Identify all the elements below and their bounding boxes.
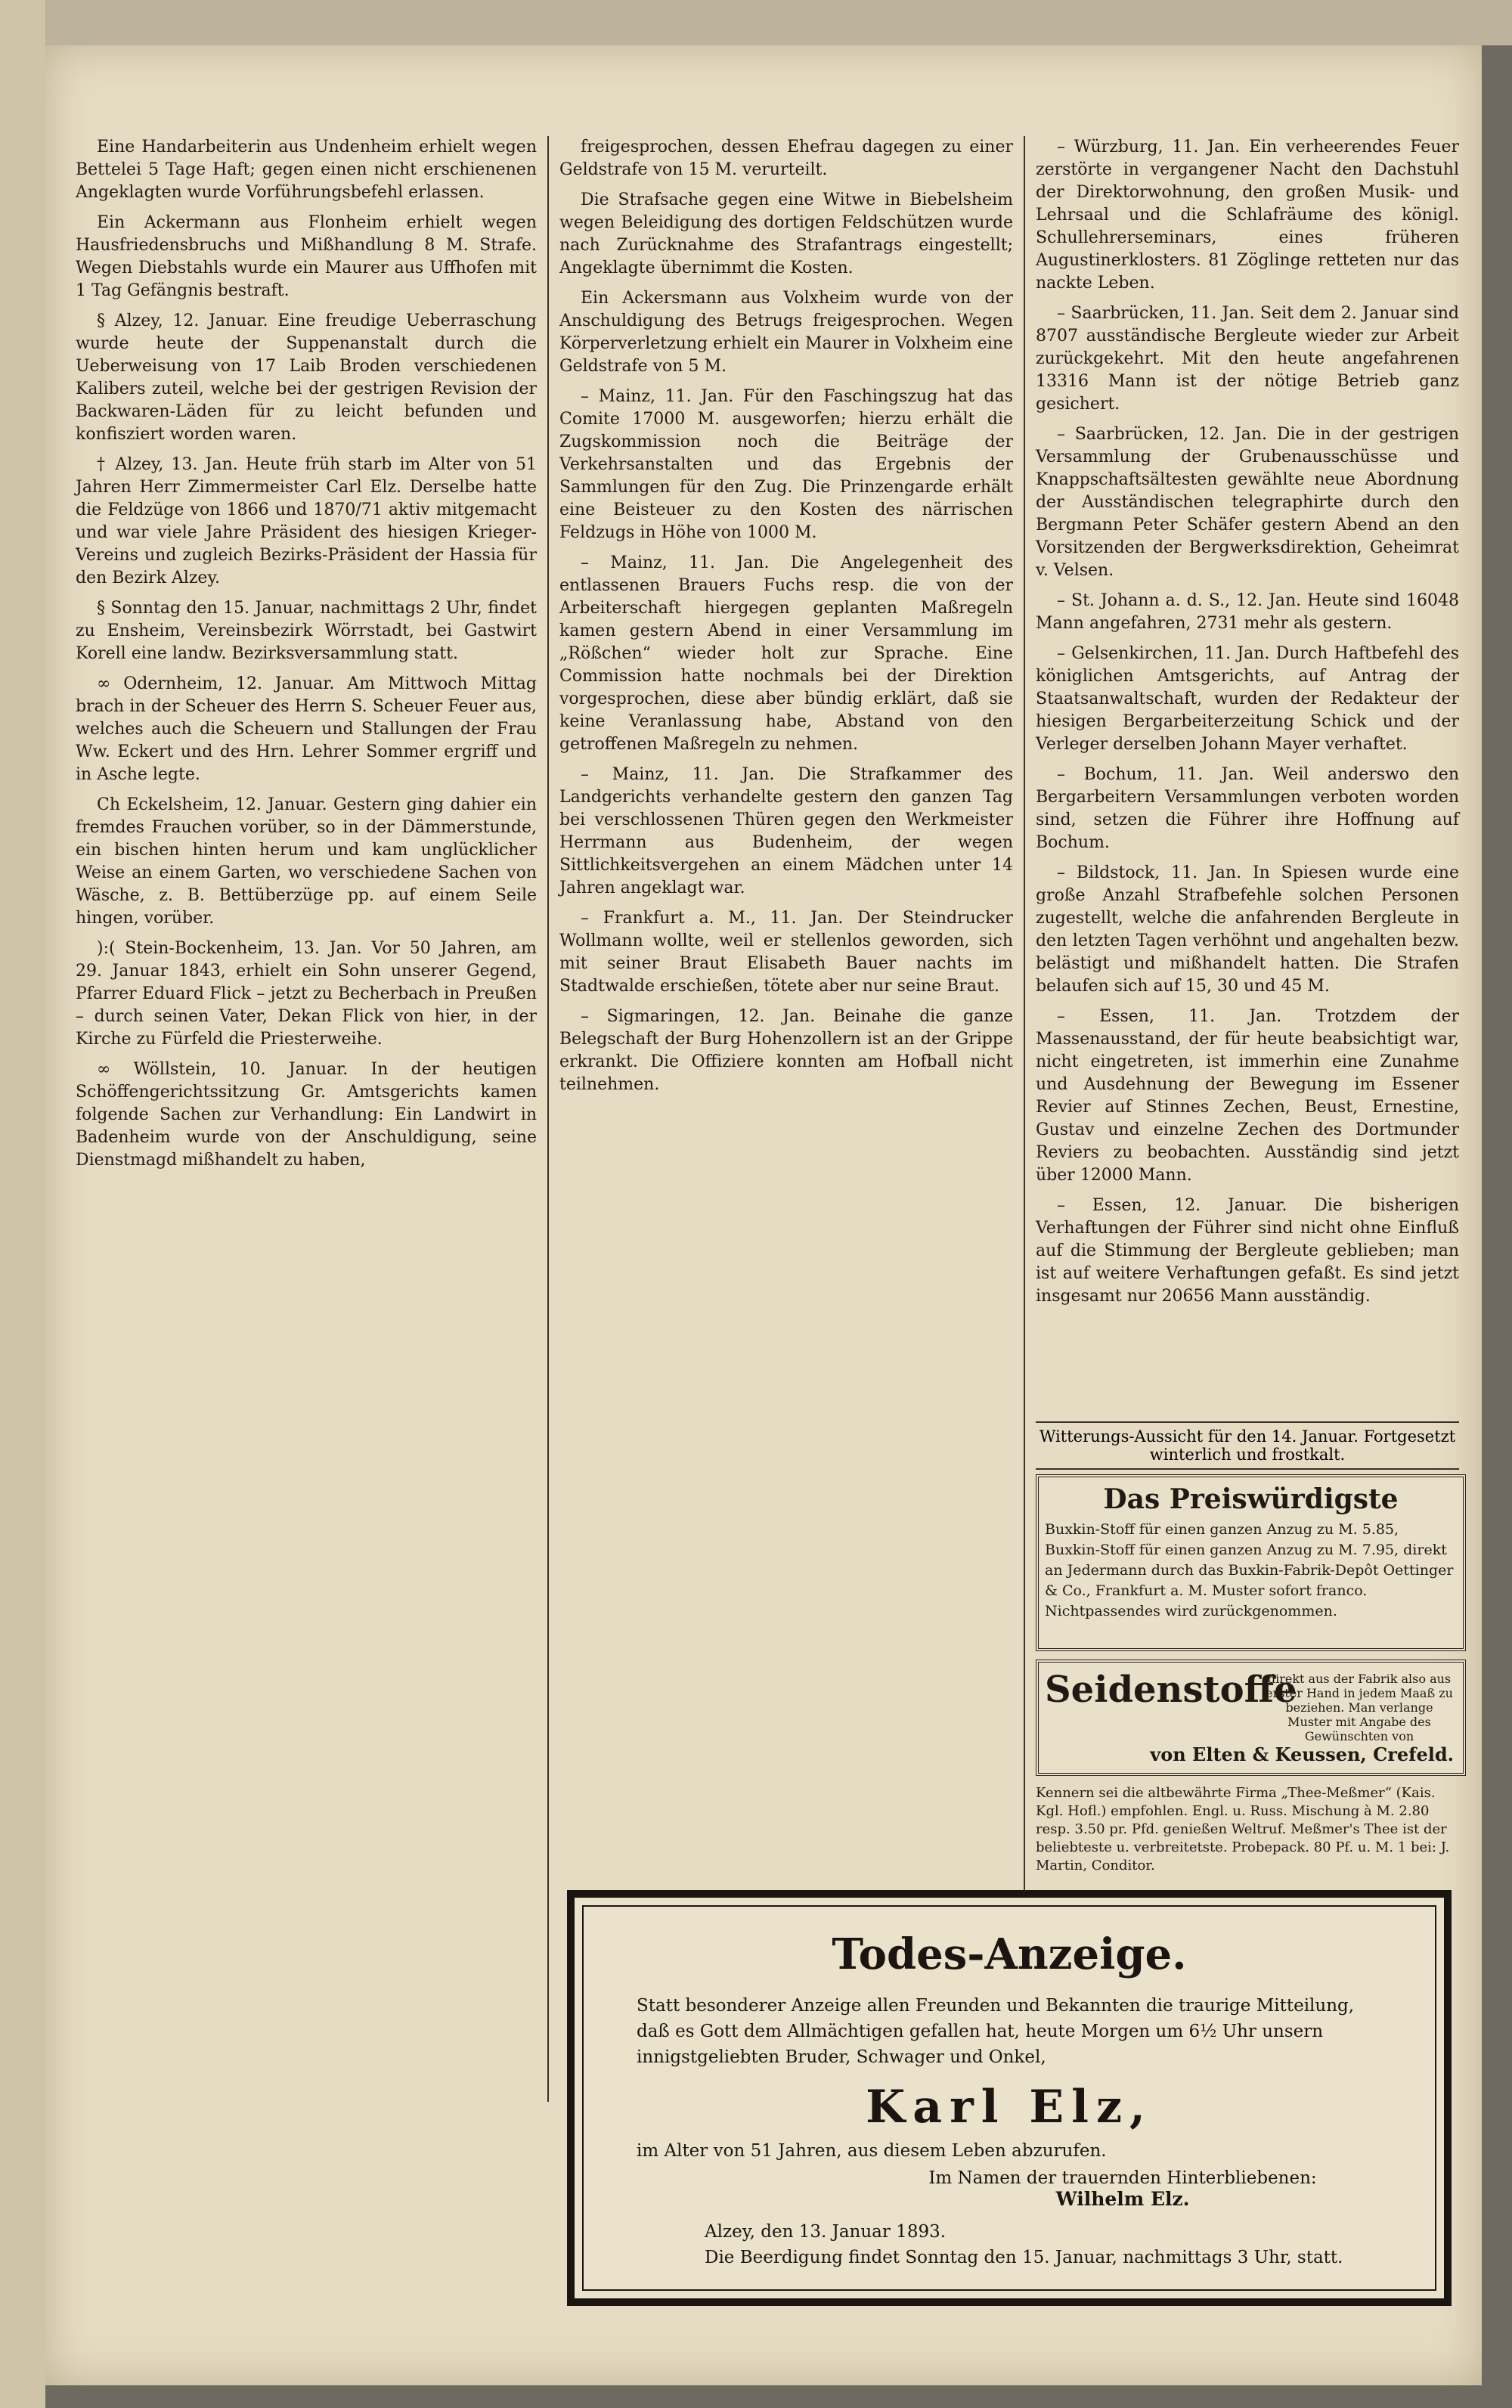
- ad-firm: von Elten & Keussen, Crefeld.: [1150, 1743, 1454, 1765]
- article: – Mainz, 11. Jan. Die Angelegenheit des entlassenen Brauers Fuchs resp. die von der Arbeiterschaft hiergegen geplanten Maßregeln kamen gestern Abend in einer Versammlung im „Rößchen“ wieder holt zur Sprache. Eine Commission hatte nochmals bei der Direktion vorgesprochen, diese aber bündig erklärt, daß sie keine Veranlassung habe, Abstand von den getroffenen Maßregeln zu nehmen.: [559, 553, 1013, 754]
- article: ∞ Odernheim, 12. Januar. Am Mittwoch Mittag brach in der Scheuer des Herrn S. Scheuer Feuer aus, welches auch die Scheuern und Stallungen der Frau Ww. Eckert und des Hrn. Lehrer Sommer ergriff und in Asche legte.: [76, 674, 537, 784]
- article: Eine Handarbeiterin aus Undenheim erhielt wegen Bettelei 5 Tage Haft; gegen einen nicht erschienenen Angeklagten wurde Vorführungsbefehl erlassen.: [76, 138, 537, 202]
- page-left-edge: [0, 0, 45, 2408]
- article: – Frankfurt a. M., 11. Jan. Der Steindrucker Wollmann wollte, weil er stellenlos geworden, sich mit seiner Braut Elisabeth Bauer nachts im Stadtwalde erschießen, tötete aber nur seine Braut.: [559, 909, 1013, 996]
- article: ∞ Wöllstein, 10. Januar. In der heutigen Schöffengerichtssitzung Gr. Amtsgerichts kamen folgende Sachen zur Verhandlung: Ein Landwirt in Badenheim wurde von der Anschuldigung, seine Dienstmagd mißhandelt zu haben,: [76, 1060, 537, 1170]
- article: – Essen, 11. Jan. Trotzdem der Massenausstand, der für heute beabsichtigt war, nicht eingetreten, ist immerhin eine Zunahme und Ausdehnung der Bewegung im Essener Revier auf Stinnes Zechen, Beust, Ernestine, Gustav und einzelne Zechen des Dortmunder Reviers zu beobachten. Ausständig sind jetzt über 12000 Mann.: [1036, 1007, 1459, 1185]
- column-rule: [1024, 136, 1025, 2102]
- column-1: [76, 136, 537, 1179]
- article: Ein Ackermann aus Flonheim erhielt wegen Hausfriedensbruchs und Mißhandlung 8 M. Strafe. Wegen Diebstahls wurde ein Maurer aus Uffhofen mit 1 Tag Gefängnis bestraft.: [76, 213, 537, 300]
- death-notice-text: Statt besonderer Anzeige allen Freunden und Bekannten die traurige Mitteilung, daß es Gott dem Allmächtigen gefallen hat, heute Morgen um 6½ Uhr unsern innigstgeliebten Bruder, Schwager und Onkel,: [637, 1996, 1355, 2067]
- ad-title: Das Preiswürdigste: [1103, 1483, 1399, 1515]
- article: § Sonntag den 15. Januar, nachmittags 2 Uhr, findet zu Ensheim, Vereinsbezirk Wörrstadt, bei Gastwirt Korell eine landw. Bezirksversammlung statt.: [76, 599, 537, 663]
- death-notice-age: im Alter von 51 Jahren, aus diesem Leben abzurufen.: [637, 2141, 1107, 2161]
- deceased-name: Karl Elz,: [866, 2081, 1153, 2134]
- column-2: [559, 136, 1013, 1104]
- article: – Gelsenkirchen, 11. Jan. Durch Haftbefehl des königlichen Amtsgerichts, auf Antrag der Staatsanwaltschaft, wurden der Redakteur der hiesigen Bergarbeiterzeitung Schick und der Verleger derselben Johann Mayer verhaftet.: [1036, 644, 1459, 754]
- advertisement-buxkin: [1036, 1474, 1466, 1651]
- article: – St. Johann a. d. S., 12. Jan. Heute sind 16048 Mann angefahren, 2731 mehr als gestern.: [1036, 591, 1459, 633]
- advertisement-seidenstoffe: [1036, 1660, 1466, 1776]
- article: – Essen, 12. Januar. Die bisherigen Verhaftungen der Führer sind nicht ohne Einfluß auf die Stimmung der Bergleute geblieben; man ist auf weitere Verhaftungen gefaßt. Es sind jetzt insgesamt nur 20656 Mann ausständig.: [1036, 1196, 1459, 1306]
- ad-body: Buxkin-Stoff für einen ganzen Anzug zu M. 5.85, Buxkin-Stoff für einen ganzen Anzug zu M. 7.95, direkt an Jedermann durch das Buxkin-Fabrik-Depôt Oettinger & Co., Frankfurt a. M. Muster sofort franco. Nichtpassendes wird zurückgenommen.: [1045, 1521, 1454, 1619]
- article: § Alzey, 12. Januar. Eine freudige Ueberraschung wurde heute der Suppenanstalt durch die Ueberweisung von 17 Laib Broden verschiedenen Kalibers zuteil, welche bei der gestrigen Revision der Backwaren-Läden für zu leicht befunden und konfisziert worden waren.: [76, 311, 537, 444]
- article: Ch Eckelsheim, 12. Januar. Gestern ging dahier ein fremdes Frauchen vorüber, so in der Dämmerstunde, ein bischen hinten herum und kam unglücklicher Weise an einem Garten, wo verschiedene Sachen von Wäsche, z. B. Bettüberzüge pp. auf einem Seile hingen, vorüber.: [76, 795, 537, 928]
- article: – Mainz, 11. Jan. Für den Faschingszug hat das Comite 17000 M. ausgeworfen; hierzu erhält die Zugskommission noch die Beiträge der Verkehrsanstalten und das Ergebnis der Sammlungen für den Zug. Die Prinzengarde erhält eine Beisteuer zu den Kosten des närrischen Feldzugs in Höhe von 1000 M.: [559, 387, 1013, 542]
- death-notice: [567, 1890, 1452, 2306]
- death-notice-place-date: Alzey, den 13. Januar 1893.: [705, 2222, 947, 2242]
- column-rule: [547, 136, 549, 2102]
- weather-forecast: Witterungs-Aussicht für den 14. Januar. Fortgesetzt winterlich und frostkalt.: [1036, 1421, 1459, 1470]
- article: – Bochum, 11. Jan. Weil anderswo den Bergarbeitern Versammlungen verboten worden sind, setzen die Führer ihre Hoffnung auf Bochum.: [1036, 765, 1459, 852]
- ad-side-text: direkt aus der Fabrik also aus erster Hand in jedem Maaß zu beziehen. Man verlange Muster mit Angabe des Gewünschten von: [1266, 1672, 1453, 1743]
- article: ):( Stein-Bockenheim, 13. Jan. Vor 50 Jahren, am 29. Januar 1843, erhielt ein Sohn unserer Gegend, Pfarrer Eduard Flick – jetzt zu Becherbach in Preußen – durch seinen Vater, Dekan Flick von hier, in der Kirche zu Fürfeld die Priesterweihe.: [76, 939, 537, 1049]
- death-notice-burial: Die Beerdigung findet Sonntag den 15. Januar, nachmittags 3 Uhr, statt.: [705, 2248, 1343, 2267]
- article: Ein Ackersmann aus Volxheim wurde von der Anschuldigung des Betrugs freigesprochen. Wegen Körperverletzung erhielt ein Maurer in Volxheim eine Geldstrafe von 5 M.: [559, 289, 1013, 376]
- newspaper-page: [45, 45, 1482, 2385]
- article: freigesprochen, dessen Ehefrau dagegen zu einer Geldstrafe von 15 M. verurteilt.: [559, 138, 1013, 179]
- death-notice-inner-frame: [582, 1905, 1436, 2291]
- article: † Alzey, 13. Jan. Heute früh starb im Alter von 51 Jahren Herr Zimmermeister Carl Elz. Derselbe hatte die Feldzüge von 1866 und 1870/71 aktiv mitgemacht und war viele Jahre Präsident des hiesigen Krieger-Vereins und zugleich Bezirks-Präsident der Hassia für den Bezirk Alzey.: [76, 455, 537, 587]
- article: Die Strafsache gegen eine Witwe in Biebelsheim wegen Beleidigung des dortigen Feldschützen wurde nach Zurücknahme des Strafantrags eingestellt; Angeklagte übernimmt die Kosten.: [559, 191, 1013, 277]
- article: – Saarbrücken, 12. Jan. Die in der gestrigen Versammlung der Grubenausschüsse und Knappschaftsältesten gewählte neue Abordnung der Ausständischen telegraphirte durch den Bergmann Peter Schäfer gestern Abend an den Vorsitzenden der Bergwerksdirektion, Geheimrat v. Velsen.: [1036, 425, 1459, 580]
- article: – Sigmaringen, 12. Jan. Beinahe die ganze Belegschaft der Burg Hohenzollern ist an der Grippe erkrankt. Die Offiziere konnten am Hofball nicht teilnehmen.: [559, 1007, 1013, 1094]
- column-3: [1036, 136, 1459, 1316]
- death-notice-sign: Im Namen der trauernden Hinterbliebenen:: [928, 2168, 1317, 2188]
- advertisement-thee: Kennern sei die altbewährte Firma „Thee-Meßmer“ (Kais. Kgl. Hofl.) empfohlen. Engl. u. Russ. Mischung à M. 2.80 resp. 3.50 pr. Pfd. genießen Weltruf. Meßmer's Thee ist der beliebteste u. verbreitetste. Probepack. 80 Pf. u. M. 1 bei: J. Martin, Conditor.: [1036, 1785, 1450, 1873]
- article: – Mainz, 11. Jan. Die Strafkammer des Landgerichts verhandelte gestern den ganzen Tag bei verschlossenen Thüren gegen den Werkmeister Herrmann aus Budenheim, der wegen Sittlichkeitsvergehen an einem Mädchen unter 14 Jahren angeklagt war.: [559, 765, 1013, 897]
- article: – Saarbrücken, 11. Jan. Seit dem 2. Januar sind 8707 ausständische Bergleute wieder zur Arbeit zurückgekehrt. Mit den heute angefahrenen 13316 Mann ist der nötige Betrieb ganz gesichert.: [1036, 304, 1459, 414]
- article: – Bildstock, 11. Jan. In Spiesen wurde eine große Anzahl Strafbefehle solchen Personen zugestellt, welche die anfahrenden Bergleute in den letzten Tagen verhöhnt und angehalten bezw. belästigt und mißhandelt hatten. Die Strafen belaufen sich auf 15, 30 und 45 M.: [1036, 863, 1459, 996]
- death-notice-heading: Todes-Anzeige.: [832, 1929, 1187, 1979]
- page-top-edge: [0, 0, 1512, 45]
- death-notice-signer: Wilhelm Elz.: [1055, 2188, 1190, 2210]
- ad-title: Seidenstoffe: [1045, 1669, 1297, 1711]
- article: – Würzburg, 11. Jan. Ein verheerendes Feuer zerstörte in vergangener Nacht den Dachstuhl der Direktorwohnung, den großen Musik- und Lehrsaal und die Schlafräume des königl. Schullehrerseminars, eines früheren Augustinerklosters. 81 Zöglinge retteten nur das nackte Leben.: [1036, 138, 1459, 293]
